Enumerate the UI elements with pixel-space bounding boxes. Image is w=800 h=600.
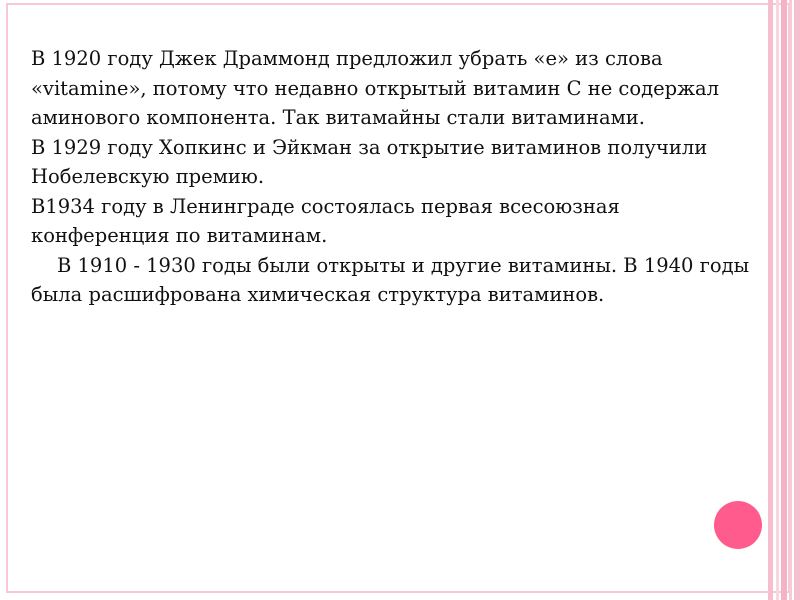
stripe [776,0,779,600]
bullet-item [10,192,755,251]
stripe [768,0,773,600]
bullet-item [10,133,755,192]
stripe [781,0,787,600]
slide-body [10,44,755,310]
bullet-text: В 1920 году Джек Драммонд предложил убрать «е» из слова «vitamine», потому что недавно открытый витамин C не содержал аминового компонента. Так витамайны стали витаминами. [31,47,720,129]
decorative-circle [714,501,762,549]
closing-paragraph: В 1910 - 1930 годы были открыты и другие витамины. В 1940 годы была расшифрована химическая структура витаминов. [31,253,750,306]
stripe [794,0,800,600]
bullet-text: В 1929 году Хопкинс и Эйкман за открытие витаминов получили Нобелевскую премию. [31,135,708,188]
bullet-item [10,44,755,133]
decorative-stripes [768,0,800,600]
stripe [789,0,792,600]
bullet-text: В1934 году в Ленинграде состоялась первая всесоюзная конференция по витаминам. [31,194,620,247]
